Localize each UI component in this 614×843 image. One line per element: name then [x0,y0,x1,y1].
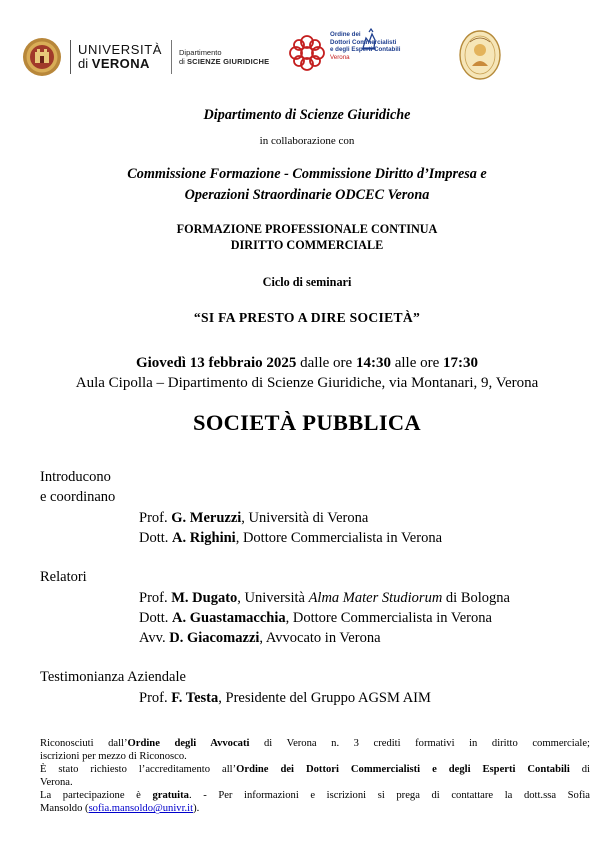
univr-line2 [78,57,162,71]
odcec-line2: Dottori Commercialisti [330,38,397,46]
person-affiliation: , Dottore Commercialista in Verona [285,610,492,626]
speaker-person [139,608,492,628]
person-title: Prof. [139,690,168,706]
participation-free: gratuita [152,790,189,802]
univr-verona: VERONA [91,56,150,71]
fpc-line2: DIRITTO COMMERCIALE [230,238,384,252]
person-affiliation-italic: Alma Mater Studiorum [308,590,443,606]
credits-text-a: Riconosciuti dall’ [40,738,128,749]
accreditation-city: Verona. [40,777,73,789]
dept-divider [171,40,172,74]
odcec-line1: Ordine dei [330,31,361,38]
person-title: Dott. [139,610,169,626]
contact-email-link[interactable]: sofia.mansoldo@univr.it [88,803,194,815]
speakers-label: Relatori [40,569,87,585]
dept-line2 [179,57,269,66]
intro-label [40,467,115,507]
dept-wordmark [179,48,269,67]
univr-line1: UNIVERSITÀ [78,42,163,58]
accreditation-text-c: di [569,764,591,776]
time-start: 14:30 [355,355,391,371]
contact-line [40,802,590,815]
commission-line1: Commissione Formazione - Commissione Diritto d’Impresa e [127,166,487,182]
odcec-line3: e degli Esperti Contabili [330,46,401,54]
person-affiliation-end: di Bologna [442,590,510,606]
person-name: D. Giacomazzi [169,630,260,646]
odcec-flower-icon [288,34,326,72]
registration-line: iscrizioni per mezzo di Riconosco. [40,751,187,763]
odcec-city: Verona [330,53,350,61]
date-to: alle ore [394,355,440,371]
series-label: Ciclo di seminari [262,275,352,289]
person-affiliation: , Università di Verona [241,510,369,526]
testimony-person [139,688,431,708]
person-affiliation: , Università [237,590,309,606]
person-name: M. Dugato [171,590,238,606]
person-title: Avv. [139,630,166,646]
speaker-person [139,628,381,648]
person-name: F. Testa [171,690,219,706]
univr-wordmark [78,43,162,70]
credits-text-c: di Verona n. 3 crediti formativi in diritto commerciale; [249,738,590,749]
footer-notes [40,737,590,816]
time-end: 17:30 [443,355,479,371]
dept-line1: Dipartimento [179,47,222,57]
participation-text-a: La partecipazione è [40,790,153,802]
accreditation-text-a: È stato richiesto l’accreditamento all’ [40,764,237,776]
ordine-avvocati-seal-icon [459,30,501,80]
dept-di: di [179,57,185,66]
odcec-logo [288,28,400,72]
dept-name: SCIENZE GIURIDICHE [186,57,270,66]
contact-name: Mansoldo ( [40,803,89,815]
contact-end: ). [193,803,200,815]
date-day: Giovedì 13 febbraio 2025 [135,355,297,371]
participation-text-c: . - Per informazioni e iscrizioni si prega di contattare la dott.ssa Sofia [188,790,590,802]
participation-line [40,789,590,802]
intro-label-line2: e coordinano [40,489,116,505]
department-heading: Dipartimento di Scienze Giuridiche [203,107,411,123]
person-name: A. Guastamacchia [172,610,286,626]
fpc-line1: FORMAZIONE PROFESSIONALE CONTINUA [176,222,438,236]
person-name: G. Meruzzi [171,510,242,526]
collaboration-text: in collaborazione con [259,135,355,147]
training-heading [0,221,614,253]
series-title: “SI FA PRESTO A DIRE SOCIETÀ” [193,310,421,325]
seminar-title: SOCIETÀ PUBBLICA [193,410,421,435]
person-title: Prof. [139,510,168,526]
commission-heading [0,164,614,206]
winged-lion-icon [360,28,378,52]
credits-line [40,737,590,750]
intro-person [139,528,442,548]
person-affiliation: , Dottore Commercialista in Verona [235,530,443,546]
commission-line2: Operazioni Straordinarie ODCEC Verona [184,187,430,203]
univr-di: di [78,56,89,71]
person-name: A. Righini [172,530,236,546]
speaker-person [139,588,510,608]
person-affiliation: , Avvocato in Verona [259,630,381,646]
person-title: Dott. [139,530,169,546]
univr-divider [70,40,71,74]
accreditation-ordine-dottori: Ordine dei Dottori Commercialisti e degli Esperti Contabili [236,764,570,776]
univr-seal-icon [22,37,62,77]
testimony-label: Testimonianza Aziendale [40,669,186,685]
credits-ordine-avvocati: Ordine degli Avvocati [127,738,250,749]
date-from: dalle ore [300,355,353,371]
univr-logo [22,35,269,79]
event-location: Aula Cipolla – Dipartimento di Scienze Giuridiche, via Montanari, 9, Verona [75,375,539,391]
accreditation-line [40,763,590,776]
intro-person [139,508,368,528]
event-date [0,355,614,372]
person-affiliation: , Presidente del Gruppo AGSM AIM [218,690,431,706]
intro-label-line1: Introducono [40,469,111,485]
person-title: Prof. [139,590,168,606]
